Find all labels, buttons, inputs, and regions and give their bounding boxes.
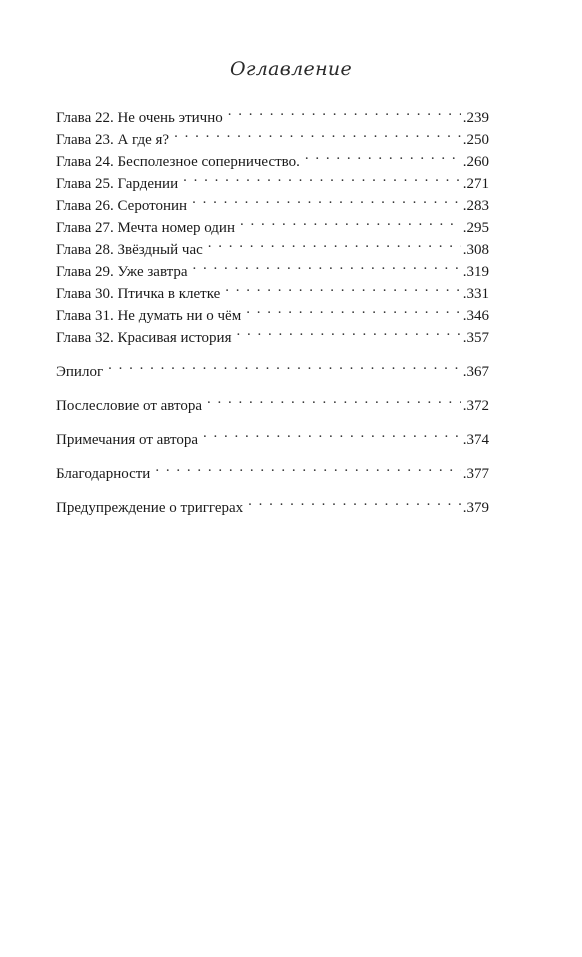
dot-leader: [208, 232, 461, 254]
dot-leader: [305, 144, 461, 166]
toc-entry-page: .331: [461, 283, 489, 305]
toc-entry[interactable]: [56, 100, 489, 126]
toc-entry-page: .271: [461, 173, 489, 195]
toc-entry[interactable]: [56, 422, 489, 448]
toc-entry-label: Глава 30. Птичка в клетке: [56, 286, 221, 302]
dot-leader: [174, 122, 461, 144]
dot-leader: [183, 166, 461, 188]
toc-entry[interactable]: [56, 354, 489, 380]
toc-entry-label: Благодарности: [56, 466, 151, 482]
dot-leader: [240, 210, 461, 232]
toc-entry-label: Глава 23. А где я?: [56, 132, 170, 148]
toc-entry-page: .377: [461, 463, 489, 485]
toc-entry-label: Глава 31. Не думать ни о чём: [56, 308, 242, 324]
toc-entry-page: .346: [461, 305, 489, 327]
toc-entry-page: .308: [461, 239, 489, 261]
toc-entry[interactable]: [56, 456, 489, 482]
toc-entry-page: .372: [461, 395, 489, 417]
toc-entry-label: Примечания от автора: [56, 432, 199, 448]
dot-leader: [225, 276, 460, 298]
table-of-contents: [56, 100, 489, 516]
toc-entry-page: .250: [461, 129, 489, 151]
dot-leader: [228, 100, 461, 122]
toc-entry-page: .319: [461, 261, 489, 283]
toc-entry-label: Предупреждение о триггерах: [56, 500, 244, 516]
toc-entry-label: Глава 27. Мечта номер один: [56, 220, 235, 236]
dot-leader: [193, 254, 461, 276]
toc-entry-label: Глава 24. Бесполезное соперничество.: [56, 154, 300, 170]
dot-leader: [246, 298, 461, 320]
dot-leader: [248, 490, 461, 512]
dot-leader: [155, 456, 460, 478]
toc-entry-label: Глава 25. Гардении: [56, 176, 179, 192]
toc-entry-label: Глава 26. Серотонин: [56, 198, 188, 214]
toc-entry-page: .239: [461, 107, 489, 129]
dot-leader: [207, 388, 461, 410]
toc-entry-page: .283: [461, 195, 489, 217]
toc-entry-page: .367: [461, 361, 489, 383]
dot-leader: [192, 188, 461, 210]
dot-leader: [203, 422, 461, 444]
toc-entry-label: Глава 32. Красивая история: [56, 330, 232, 346]
toc-entry-label: Послесловие от автора: [56, 398, 203, 414]
toc-entry-page: .357: [461, 327, 489, 349]
toc-entry-page: .295: [461, 217, 489, 239]
dot-leader: [108, 354, 461, 376]
toc-entry-label: Эпилог: [56, 364, 104, 380]
toc-entry-page: .379: [461, 497, 489, 519]
toc-entry-label: Глава 29. Уже завтра: [56, 264, 188, 280]
toc-entry-label: Глава 22. Не очень этично: [56, 110, 223, 126]
toc-entry-label: Глава 28. Звёздный час: [56, 242, 203, 258]
toc-entry[interactable]: [56, 490, 489, 516]
toc-entry[interactable]: [56, 388, 489, 414]
toc-entry-page: .260: [461, 151, 489, 173]
toc-title: Оглавление: [229, 58, 352, 80]
toc-entry-page: .374: [461, 429, 489, 451]
dot-leader: [237, 320, 461, 342]
